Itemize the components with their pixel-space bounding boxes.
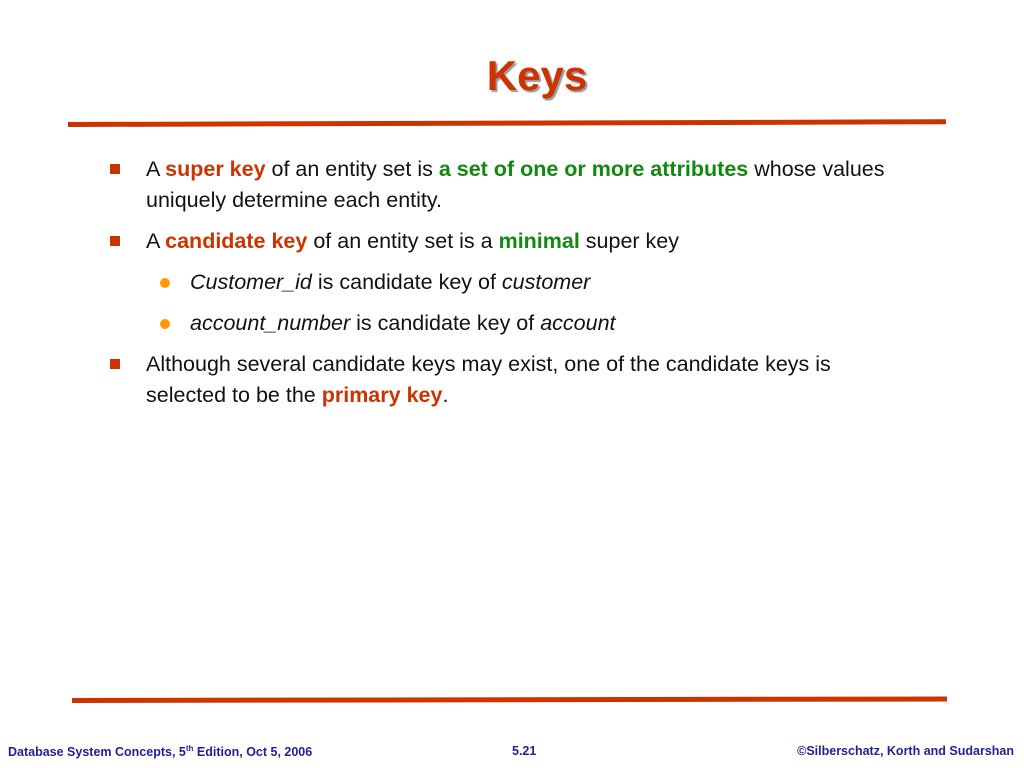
top-divider [68,119,946,127]
sub-bullet-account-number [108,308,908,339]
attr-customer-id: Customer_id [190,270,312,294]
term-candidate-key: candidate key [165,229,308,253]
bullet-text-prefix: A [146,157,166,181]
bullet-primary-key [108,349,908,411]
bottom-divider [72,696,947,703]
highlight-minimal: minimal [498,229,580,253]
sub-bullet-text: is candidate key of [311,270,502,294]
attr-account-number: account_number [190,311,351,335]
bullet-text-prefix: A [146,229,166,253]
sub-bullet-text: is candidate key of [350,311,541,335]
slide-body [108,154,908,421]
bullet-text-suffix: super key [579,229,680,253]
term-super-key: super key [165,157,266,181]
slide-title: Keys [486,52,588,99]
bullet-text-middle: of an entity set is [265,157,439,181]
bullet-text-prefix: Although several candidate keys may exist, one of the candidate keys is selected to be the [146,352,831,407]
dot-bullet-icon [160,319,170,329]
square-bullet-icon [110,359,120,369]
square-bullet-icon [110,164,120,174]
bullet-candidate-key [108,226,908,257]
highlight-attribute-set: a set of one or more attributes [438,157,749,181]
footer-slide-number: 5.21 [512,744,537,758]
entity-customer: customer [501,270,591,294]
bullet-text-suffix: whose values uniquely determine each entity. [146,157,885,212]
bullet-text-suffix: . [442,383,449,407]
square-bullet-icon [110,236,120,246]
bullet-super-key [108,154,908,216]
footer-copyright: ©Silberschatz, Korth and Sudarshan [797,744,1014,758]
bullet-text-middle: of an entity set is a [307,229,499,253]
entity-account: account [540,311,616,335]
sub-bullet-customer-id [108,267,908,298]
dot-bullet-icon [160,278,170,288]
footer-left-text: Database System Concepts, 5 [8,745,186,760]
term-primary-key: primary key [321,383,443,407]
footer-left-superscript: th [185,744,194,753]
footer-book-title [8,744,312,759]
footer-left-edition: Edition, Oct 5, 2006 [193,745,313,760]
